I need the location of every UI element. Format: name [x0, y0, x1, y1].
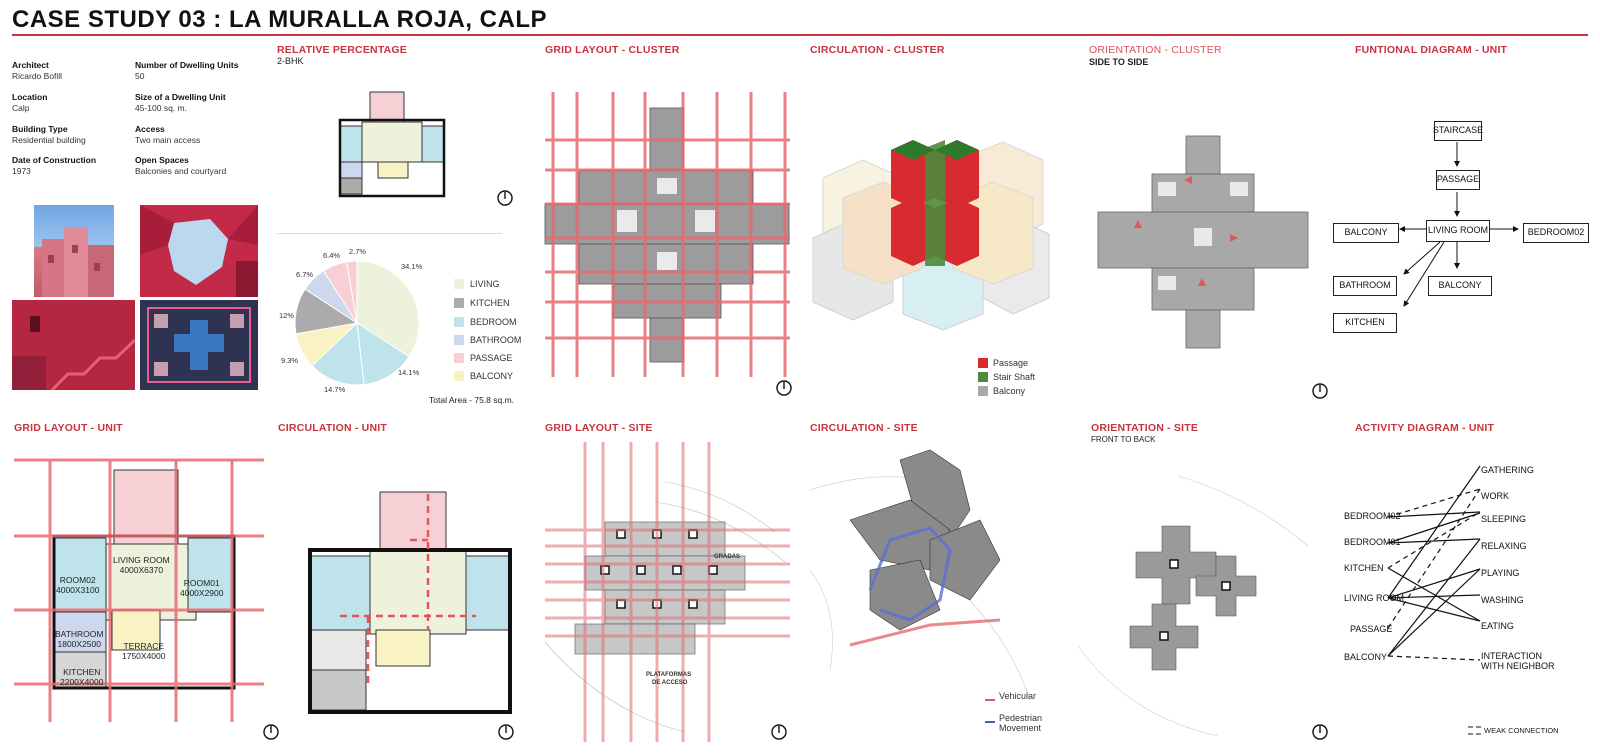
func-box-balcony-bottom: BALCONY	[1428, 276, 1492, 296]
room-label-room02	[56, 575, 100, 595]
legend-label-passage-cluster: Passage	[993, 358, 1029, 368]
room-size-terrace: 1750X4000	[122, 651, 166, 662]
room-size-kitchen: 2200X4000	[60, 677, 104, 688]
legend-label-living: LIVING	[470, 279, 500, 289]
activity-diagram-connectors	[1370, 460, 1490, 680]
weak-connection-legend-label: WEAK CONNECTION	[1484, 726, 1559, 735]
activity-space-bedroom01: BEDROOM01	[1344, 537, 1401, 547]
grid-unit-plan	[14, 460, 264, 722]
legend-swatch-living	[454, 279, 464, 289]
room-label-living	[113, 555, 170, 575]
orientation-site-plan	[1078, 456, 1318, 741]
info-value-type: Residential building	[12, 135, 86, 145]
pie-label-bedroom-b: 14.7%	[324, 385, 346, 394]
legend-swatch-balcony-cluster	[978, 386, 988, 396]
section-title-grid-site: GRID LAYOUT - SITE	[545, 422, 653, 434]
north-arrow-icon	[1312, 383, 1328, 399]
activity-gathering: GATHERING	[1481, 465, 1534, 475]
legend-swatch-bedroom	[454, 317, 464, 327]
legend-label-balcony-cluster: Balcony	[993, 386, 1026, 396]
north-arrow-icon	[771, 724, 787, 740]
info-value-architect: Ricardo Bofill	[12, 71, 63, 81]
activity-interaction-neighbor: INTERACTION WITH NEIGHBOR	[1481, 651, 1555, 672]
title-underline	[12, 34, 1588, 36]
photo-exterior-facade	[34, 205, 114, 297]
info-value-location: Calp	[12, 103, 30, 113]
legend-swatch-pedestrian	[985, 721, 995, 723]
info-value-size: 45-100 sq. m.	[135, 103, 187, 113]
north-arrow-icon	[776, 380, 792, 396]
legend-swatch-passage-cluster	[978, 358, 988, 368]
info-label-date: Date of Construction	[12, 155, 97, 165]
info-label-architect: Architect	[12, 60, 49, 70]
room-name-living: LIVING ROOM	[113, 555, 170, 565]
room-name-room02: ROOM02	[59, 575, 96, 585]
section-title-circulation-unit: CIRCULATION - UNIT	[278, 422, 387, 434]
room-label-room01	[180, 578, 224, 598]
photo-stair-wall	[12, 300, 135, 390]
room-name-terrace: TERRACE	[123, 641, 165, 651]
activity-playing: PLAYING	[1481, 568, 1520, 578]
legend-swatch-passage	[454, 353, 464, 363]
legend-label-passage: PASSAGE	[470, 353, 513, 363]
legend-label-bathroom: BATHROOM	[470, 335, 522, 345]
divider	[277, 233, 502, 234]
section-title-orientation-site: ORIENTATION - SITE	[1091, 422, 1199, 434]
photo-aerial-pool	[140, 300, 258, 390]
legend-swatch-bathroom	[454, 335, 464, 345]
activity-space-bedroom02: BEDROOM02	[1344, 511, 1401, 521]
info-value-open: Balconies and courtyard	[135, 166, 227, 176]
north-arrow-icon	[498, 724, 514, 740]
section-title-circulation-site: CIRCULATION - SITE	[810, 422, 918, 434]
circulation-unit-plan	[310, 480, 510, 718]
legend-label-kitchen: KITCHEN	[470, 298, 510, 308]
pie-label-bathroom: 6.7%	[296, 270, 314, 279]
legend-swatch-vehicular	[985, 699, 995, 701]
legend-label-pedestrian: Pedestrian Movement	[999, 713, 1043, 734]
room-name-bathroom: BATHROOM	[55, 629, 104, 639]
weak-connection-legend-icon	[1468, 724, 1482, 738]
info-value-date: 1973	[12, 166, 31, 176]
activity-sleeping: SLEEPING	[1481, 514, 1527, 524]
page-title: CASE STUDY 03 : LA MURALLA ROJA, CALP	[12, 6, 547, 33]
total-area-note: Total Area - 75.8 sq.m.	[429, 395, 515, 405]
func-box-kitchen: KITCHEN	[1333, 313, 1397, 333]
photo-courtyard-drawing	[140, 205, 258, 297]
pie-label-bedroom-a: 14.1%	[398, 368, 420, 377]
north-arrow-icon	[1312, 724, 1328, 740]
activity-space-passage: PASSAGE	[1350, 624, 1393, 634]
photo-exterior-drawing	[34, 205, 114, 297]
section-title-activity-diagram: ACTIVITY DIAGRAM - UNIT	[1355, 422, 1495, 434]
legend-label-balcony: BALCONY	[470, 371, 514, 381]
pie-label-passage-b: 2.7%	[349, 247, 367, 256]
activity-relaxing: RELAXING	[1481, 541, 1527, 551]
func-box-passage: PASSAGE	[1436, 170, 1480, 190]
site-label-de-acceso: DE ACCESO	[652, 680, 688, 686]
info-label-access: Access	[135, 124, 165, 134]
section-title-relative-percentage: RELATIVE PERCENTAGE	[277, 44, 408, 56]
room-name-room01: ROOM01	[183, 578, 220, 588]
unit-plan-colored	[340, 92, 452, 200]
activity-washing: WASHING	[1481, 595, 1524, 605]
pie-label-passage-a: 6.4%	[323, 251, 341, 260]
north-arrow-icon	[497, 190, 513, 206]
info-label-location: Location	[12, 92, 48, 102]
info-value-units: 50	[135, 71, 145, 81]
room-label-bathroom	[55, 629, 103, 649]
section-title-grid-unit: GRID LAYOUT - UNIT	[14, 422, 123, 434]
activity-space-balcony: BALCONY	[1344, 652, 1388, 662]
func-box-bathroom: BATHROOM	[1333, 276, 1397, 296]
room-label-terrace	[122, 641, 166, 661]
section-title-orientation-cluster: ORIENTATION - CLUSTER	[1089, 44, 1222, 56]
photo-courtyard-sky	[140, 205, 258, 297]
info-label-type: Building Type	[12, 124, 68, 134]
room-size-bathroom: 1800X2500	[57, 639, 101, 650]
info-label-open: Open Spaces	[135, 155, 189, 165]
site-label-plataformas: PLATAFORMAS	[646, 672, 692, 678]
circulation-site-plan	[810, 450, 1045, 710]
site-label-gradas: GRADAS	[714, 554, 741, 560]
activity-space-living-room: LIVING ROOM	[1344, 593, 1405, 603]
section-subtitle-side-to-side: SIDE TO SIDE	[1089, 57, 1149, 67]
activity-work: WORK	[1481, 491, 1509, 501]
section-title-grid-cluster: GRID LAYOUT - CLUSTER	[545, 44, 680, 56]
section-subtitle-2bhk: 2-BHK	[277, 56, 304, 66]
legend-label-stair-shaft: Stair Shaft	[993, 372, 1036, 382]
activity-eating: EATING	[1481, 621, 1514, 631]
room-name-kitchen: KITCHEN	[63, 667, 101, 677]
info-label-units: Number of Dwelling Units	[135, 60, 239, 70]
pie-label-balcony: 9.3%	[281, 356, 299, 365]
photo-aerial-drawing	[140, 300, 258, 390]
legend-swatch-stair-shaft	[978, 372, 988, 382]
func-box-staircase: STAIRCASE	[1434, 121, 1482, 141]
grid-site-plan	[545, 442, 790, 742]
room-size-room01: 4000X2900	[180, 588, 224, 599]
pie-label-kitchen: 12%	[279, 311, 295, 320]
func-box-living-room: LIVING ROOM	[1426, 220, 1490, 242]
func-box-bedroom02: BEDROOM02	[1523, 223, 1589, 243]
section-subtitle-front-to-back: FRONT TO BACK	[1091, 435, 1156, 444]
section-title-functional-diagram: FUNTIONAL DIAGRAM - UNIT	[1355, 44, 1508, 56]
legend-swatch-balcony	[454, 371, 464, 381]
circulation-cluster-axonometric	[813, 138, 1049, 338]
legend-swatch-kitchen	[454, 298, 464, 308]
north-arrow-icon	[263, 724, 279, 740]
room-size-living: 4000X6370	[119, 565, 164, 576]
grid-cluster-plan	[545, 92, 790, 377]
photo-stair-drawing	[12, 300, 135, 390]
section-title-circulation-cluster: CIRCULATION - CLUSTER	[810, 44, 945, 56]
func-box-balcony-left: BALCONY	[1333, 223, 1399, 243]
room-size-room02: 4000X3100	[56, 585, 100, 596]
legend-label-vehicular: Vehicular	[999, 691, 1037, 701]
room-label-kitchen	[60, 667, 104, 687]
info-label-size: Size of a Dwelling Unit	[135, 92, 226, 102]
activity-space-kitchen: KITCHEN	[1344, 563, 1384, 573]
pie-label-living: 34.1%	[401, 262, 423, 271]
legend-label-bedroom: BEDROOM	[470, 317, 517, 327]
info-value-access: Two main access	[135, 135, 201, 145]
orientation-cluster-plan	[1098, 136, 1308, 348]
